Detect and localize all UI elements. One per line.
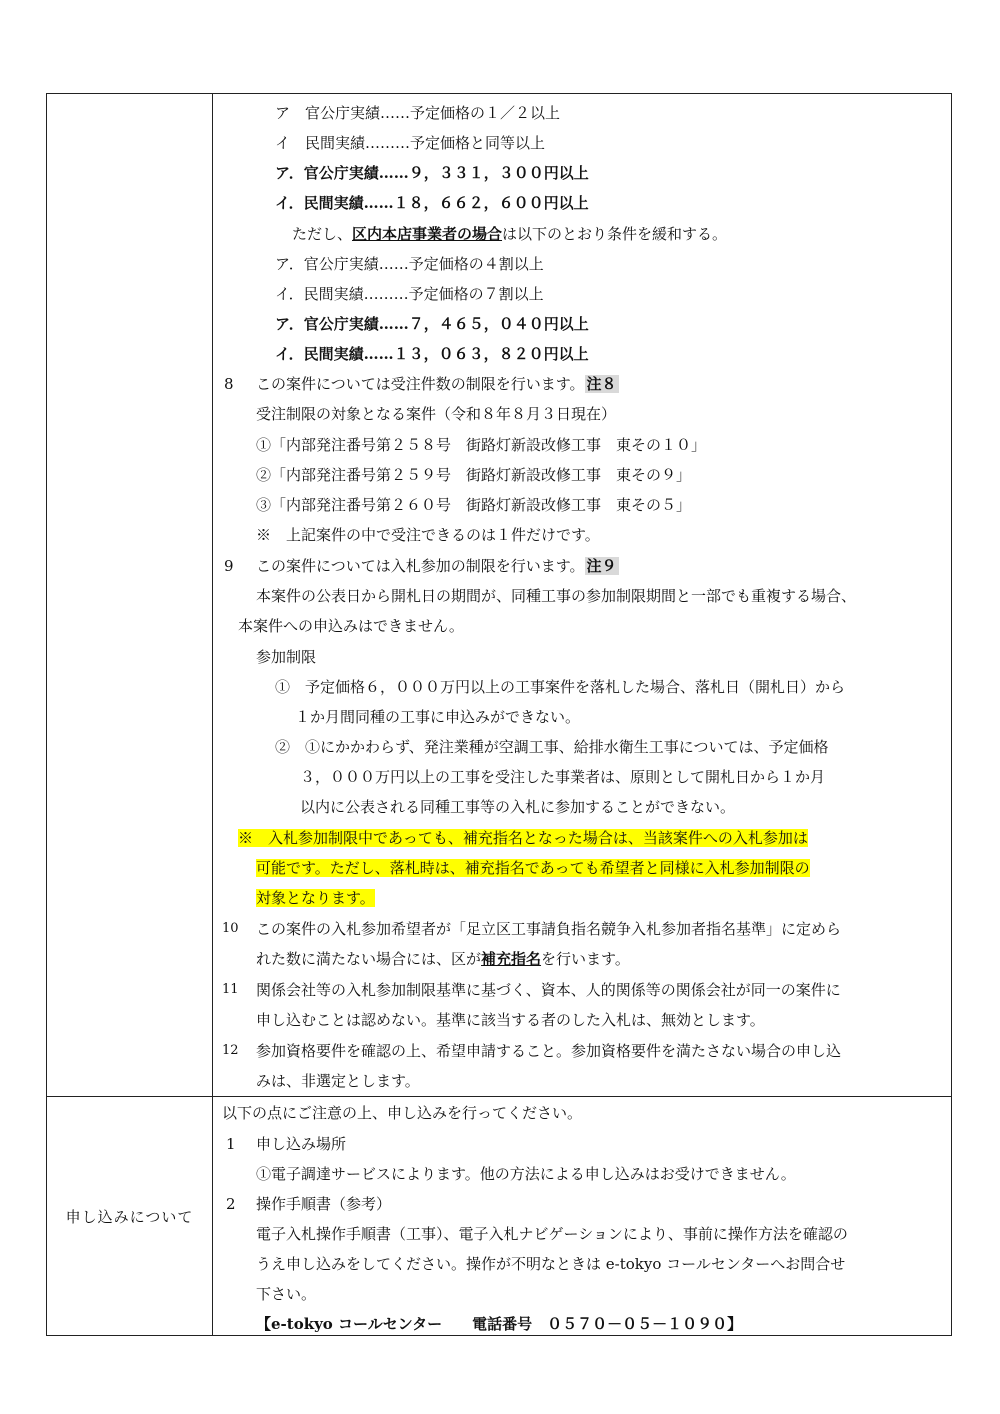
requirement-amount: ア．官公庁実績……９，３３１，３００円以上: [275, 164, 589, 182]
local-business-emphasis: 区内本店事業者の場合: [352, 225, 503, 243]
limit-rule: 以内に公表される同種工事等の入札に参加することができない。: [300, 798, 736, 816]
item9-paragraph: 本案件の公表日から開札日の期間が、同種工事の参加制限期間と一部でも重複する場合、: [256, 587, 857, 605]
apply-point-text: 下さい。: [256, 1285, 317, 1303]
item9-text: この案件については入札参加の制限を行います。 注９: [256, 557, 617, 575]
limit-rule: ② ①にかかわらず、発注業種が空調工事、給排水衛生工事については、予定価格: [275, 738, 829, 756]
highlighted-note: 対象となります。: [256, 889, 375, 907]
relaxed-line: ア．官公庁実績……予定価格の４割以上: [275, 255, 544, 273]
restriction-footnote: ※ 上記案件の中で受注できるのは１件だけです。: [256, 526, 600, 544]
item-number: 2: [226, 1195, 236, 1213]
restriction-title: 受注制限の対象となる案件（令和８年８月３日現在）: [256, 405, 617, 423]
note-badge: 注９: [586, 557, 617, 575]
requirement-amount: イ．民間実績……１８，６６２，６００円以上: [275, 194, 589, 212]
apply-point-text: うえ申し込みをしてください。操作が不明なときは e-tokyo コールセンターへお問合せ: [256, 1255, 846, 1273]
apply-section-label: 申し込みについて: [65, 1207, 194, 1226]
relaxed-line: イ．民間実績………予定価格の７割以上: [275, 285, 544, 303]
supplementary-nomination-emphasis: 補充指名: [481, 950, 542, 968]
item12-line: みは、非選定とします。: [256, 1072, 420, 1090]
item12-line: 参加資格要件を確認の上、希望申請すること。参加資格要件を満たさない場合の申し込: [256, 1042, 842, 1060]
item8-text: この案件については受注件数の制限を行います。 注８: [256, 375, 617, 393]
apply-point-text: 電子入札操作手順書（工事）、電子入札ナビゲーションにより、事前に操作方法を確認の: [256, 1225, 848, 1243]
limit-rule: ３，０００万円以上の工事を受注した事業者は、原則として開札日から１か月: [300, 768, 826, 786]
restricted-case: ①「内部発注番号第２５８号 街路灯新設改修工事 東その１０」: [256, 436, 707, 454]
apply-point-text: ①電子調達サービスによります。他の方法による申し込みはお受けできません。: [256, 1165, 796, 1183]
note-badge: 注８: [586, 375, 617, 393]
item-number: 12: [222, 1043, 239, 1058]
column-divider: [212, 94, 213, 1335]
apply-point-title: 操作手順書（参考）: [256, 1195, 392, 1213]
limit-rule: １か月間同種の工事に申込みができない。: [295, 708, 581, 726]
item10-line: この案件の入札参加希望者が「足立区工事請負指名競争入札参加者指名基準」に定めら: [256, 920, 842, 938]
call-center-contact: 【e-tokyo コールセンター 電話番号 ０５７０－０５－１０９０】: [256, 1315, 743, 1333]
item-number: 11: [222, 982, 239, 997]
requirement-line: イ 民間実績………予定価格と同等以上: [275, 134, 546, 152]
restricted-case: ③「内部発注番号第２６０号 街路灯新設改修工事 東その５」: [256, 496, 692, 514]
highlighted-note: ※ 入札参加制限中であっても、補充指名となった場合は、当該案件への入札参加は: [238, 829, 808, 847]
apply-intro: 以下の点にご注意の上、申し込みを行ってください。: [222, 1104, 583, 1122]
apply-point-title: 申し込み場所: [256, 1135, 347, 1153]
item11-line: 申し込むことは認めない。基準に該当する者のした入札は、無効とします。: [256, 1011, 765, 1029]
participation-limit-title: 参加制限: [256, 648, 317, 666]
item11-line: 関係会社等の入札参加制限基準に基づく、資本、人的関係等の関係会社が同一の案件に: [256, 981, 841, 999]
item-number: 1: [226, 1135, 236, 1153]
relaxed-amount: イ．民間実績……１３，０６３，８２０円以上: [275, 345, 589, 363]
restricted-case: ②「内部発注番号第２５９号 街路灯新設改修工事 東その９」: [256, 466, 692, 484]
item9-paragraph: 本案件への申込みはできません。: [238, 617, 464, 635]
relaxed-amount: ア．官公庁実績……７，４６５，０４０円以上: [275, 315, 589, 333]
highlighted-note: 可能です。ただし、落札時は、補充指名であっても希望者と同様に入札参加制限の: [256, 859, 810, 877]
limit-rule: ① 予定価格６，０００万円以上の工事案件を落札した場合、落札日（開札日）から: [275, 678, 846, 696]
item10-line: れた数に満たない場合には、区が補充指名を行います。: [256, 950, 630, 968]
relaxation-note: ただし、区内本店事業者の場合は以下のとおり条件を緩和する。: [292, 225, 728, 243]
item-number: 8: [224, 375, 234, 393]
requirement-line: ア 官公庁実績……予定価格の１／２以上: [275, 104, 561, 122]
item-number: 9: [224, 557, 234, 575]
item-number: 10: [222, 921, 239, 936]
